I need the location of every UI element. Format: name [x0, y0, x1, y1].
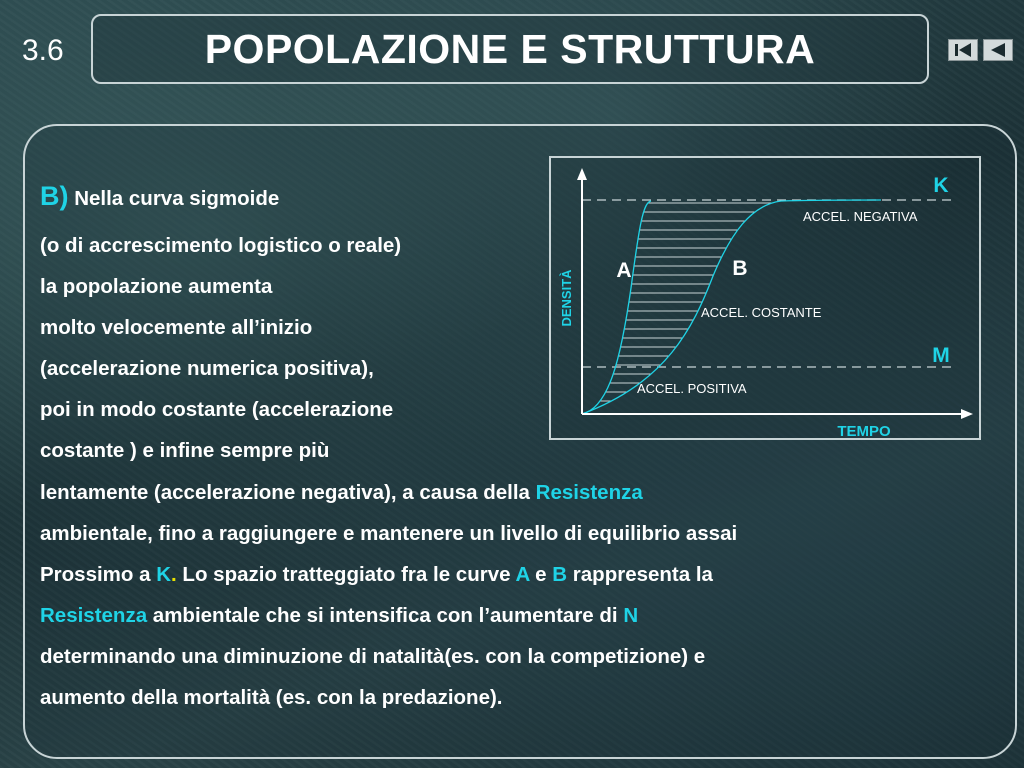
- line-10-d: rappresenta la: [567, 563, 713, 586]
- x-axis-label: TEMPO: [837, 423, 891, 438]
- line-8: [40, 481, 643, 505]
- line-10-c: e: [529, 563, 553, 586]
- line-10-a: Prossimo a: [40, 563, 157, 586]
- skip-to-first-icon: [949, 40, 977, 60]
- label-b: B: [732, 257, 748, 280]
- first-slide-button[interactable]: [948, 39, 978, 61]
- line-8-text: lentamente (accelerazione negativa), a causa della: [40, 481, 536, 504]
- intro-letter: B): [40, 181, 69, 211]
- previous-slide-button[interactable]: [983, 39, 1013, 61]
- keyword-b: B: [552, 563, 568, 586]
- sigmoid-diagram: [549, 156, 981, 440]
- keyword-a: A: [515, 563, 530, 586]
- line-12: determinando una diminuzione di natalità(es. con la competizione) e: [40, 645, 706, 668]
- previous-icon: [984, 40, 1012, 60]
- line-13: aumento della mortalità (es. con la predazione).: [40, 686, 503, 709]
- line-1-text: Nella curva sigmoide: [74, 187, 280, 210]
- label-a: A: [616, 259, 632, 282]
- line-10: [40, 563, 713, 587]
- line-11: [40, 604, 638, 628]
- keyword-resistenza: Resistenza: [535, 481, 643, 504]
- label-m: M: [932, 344, 950, 367]
- line-7: costante ) e infine sempre più: [40, 439, 330, 462]
- line-5: (accelerazione numerica positiva),: [40, 357, 374, 380]
- line-4: molto velocemente all’inizio: [40, 316, 313, 339]
- line-10-b: Lo spazio tratteggiato fra le curve: [176, 563, 516, 586]
- title-box: [91, 14, 929, 84]
- line-1: [40, 181, 280, 211]
- slide-number: 3.6: [22, 34, 64, 67]
- line-3: la popolazione aumenta: [40, 275, 273, 298]
- line-11-text: ambientale che si intensifica con l’aumentare di: [147, 604, 624, 627]
- keyword-n: N: [623, 604, 639, 627]
- label-k: K: [933, 174, 949, 197]
- y-axis-label: DENSITÀ: [559, 269, 574, 327]
- line-2: (o di accrescimento logistico o reale): [40, 234, 402, 257]
- line-10-dot: .: [171, 563, 177, 586]
- keyword-k: K: [156, 563, 172, 586]
- line-9: ambientale, fino a raggiungere e mantenere un livello di equilibrio assai: [40, 522, 738, 545]
- label-accel-positive: ACCEL. POSITIVA: [637, 381, 747, 396]
- label-accel-negative: ACCEL. NEGATIVA: [803, 209, 918, 224]
- label-accel-constant: ACCEL. COSTANTE: [701, 305, 822, 320]
- page-title: POPOLAZIONE E STRUTTURA: [204, 25, 816, 72]
- line-6: poi in modo costante (accelerazione: [40, 398, 394, 421]
- keyword-resistenza-2: Resistenza: [40, 604, 148, 627]
- sigmoid-svg: [551, 158, 979, 438]
